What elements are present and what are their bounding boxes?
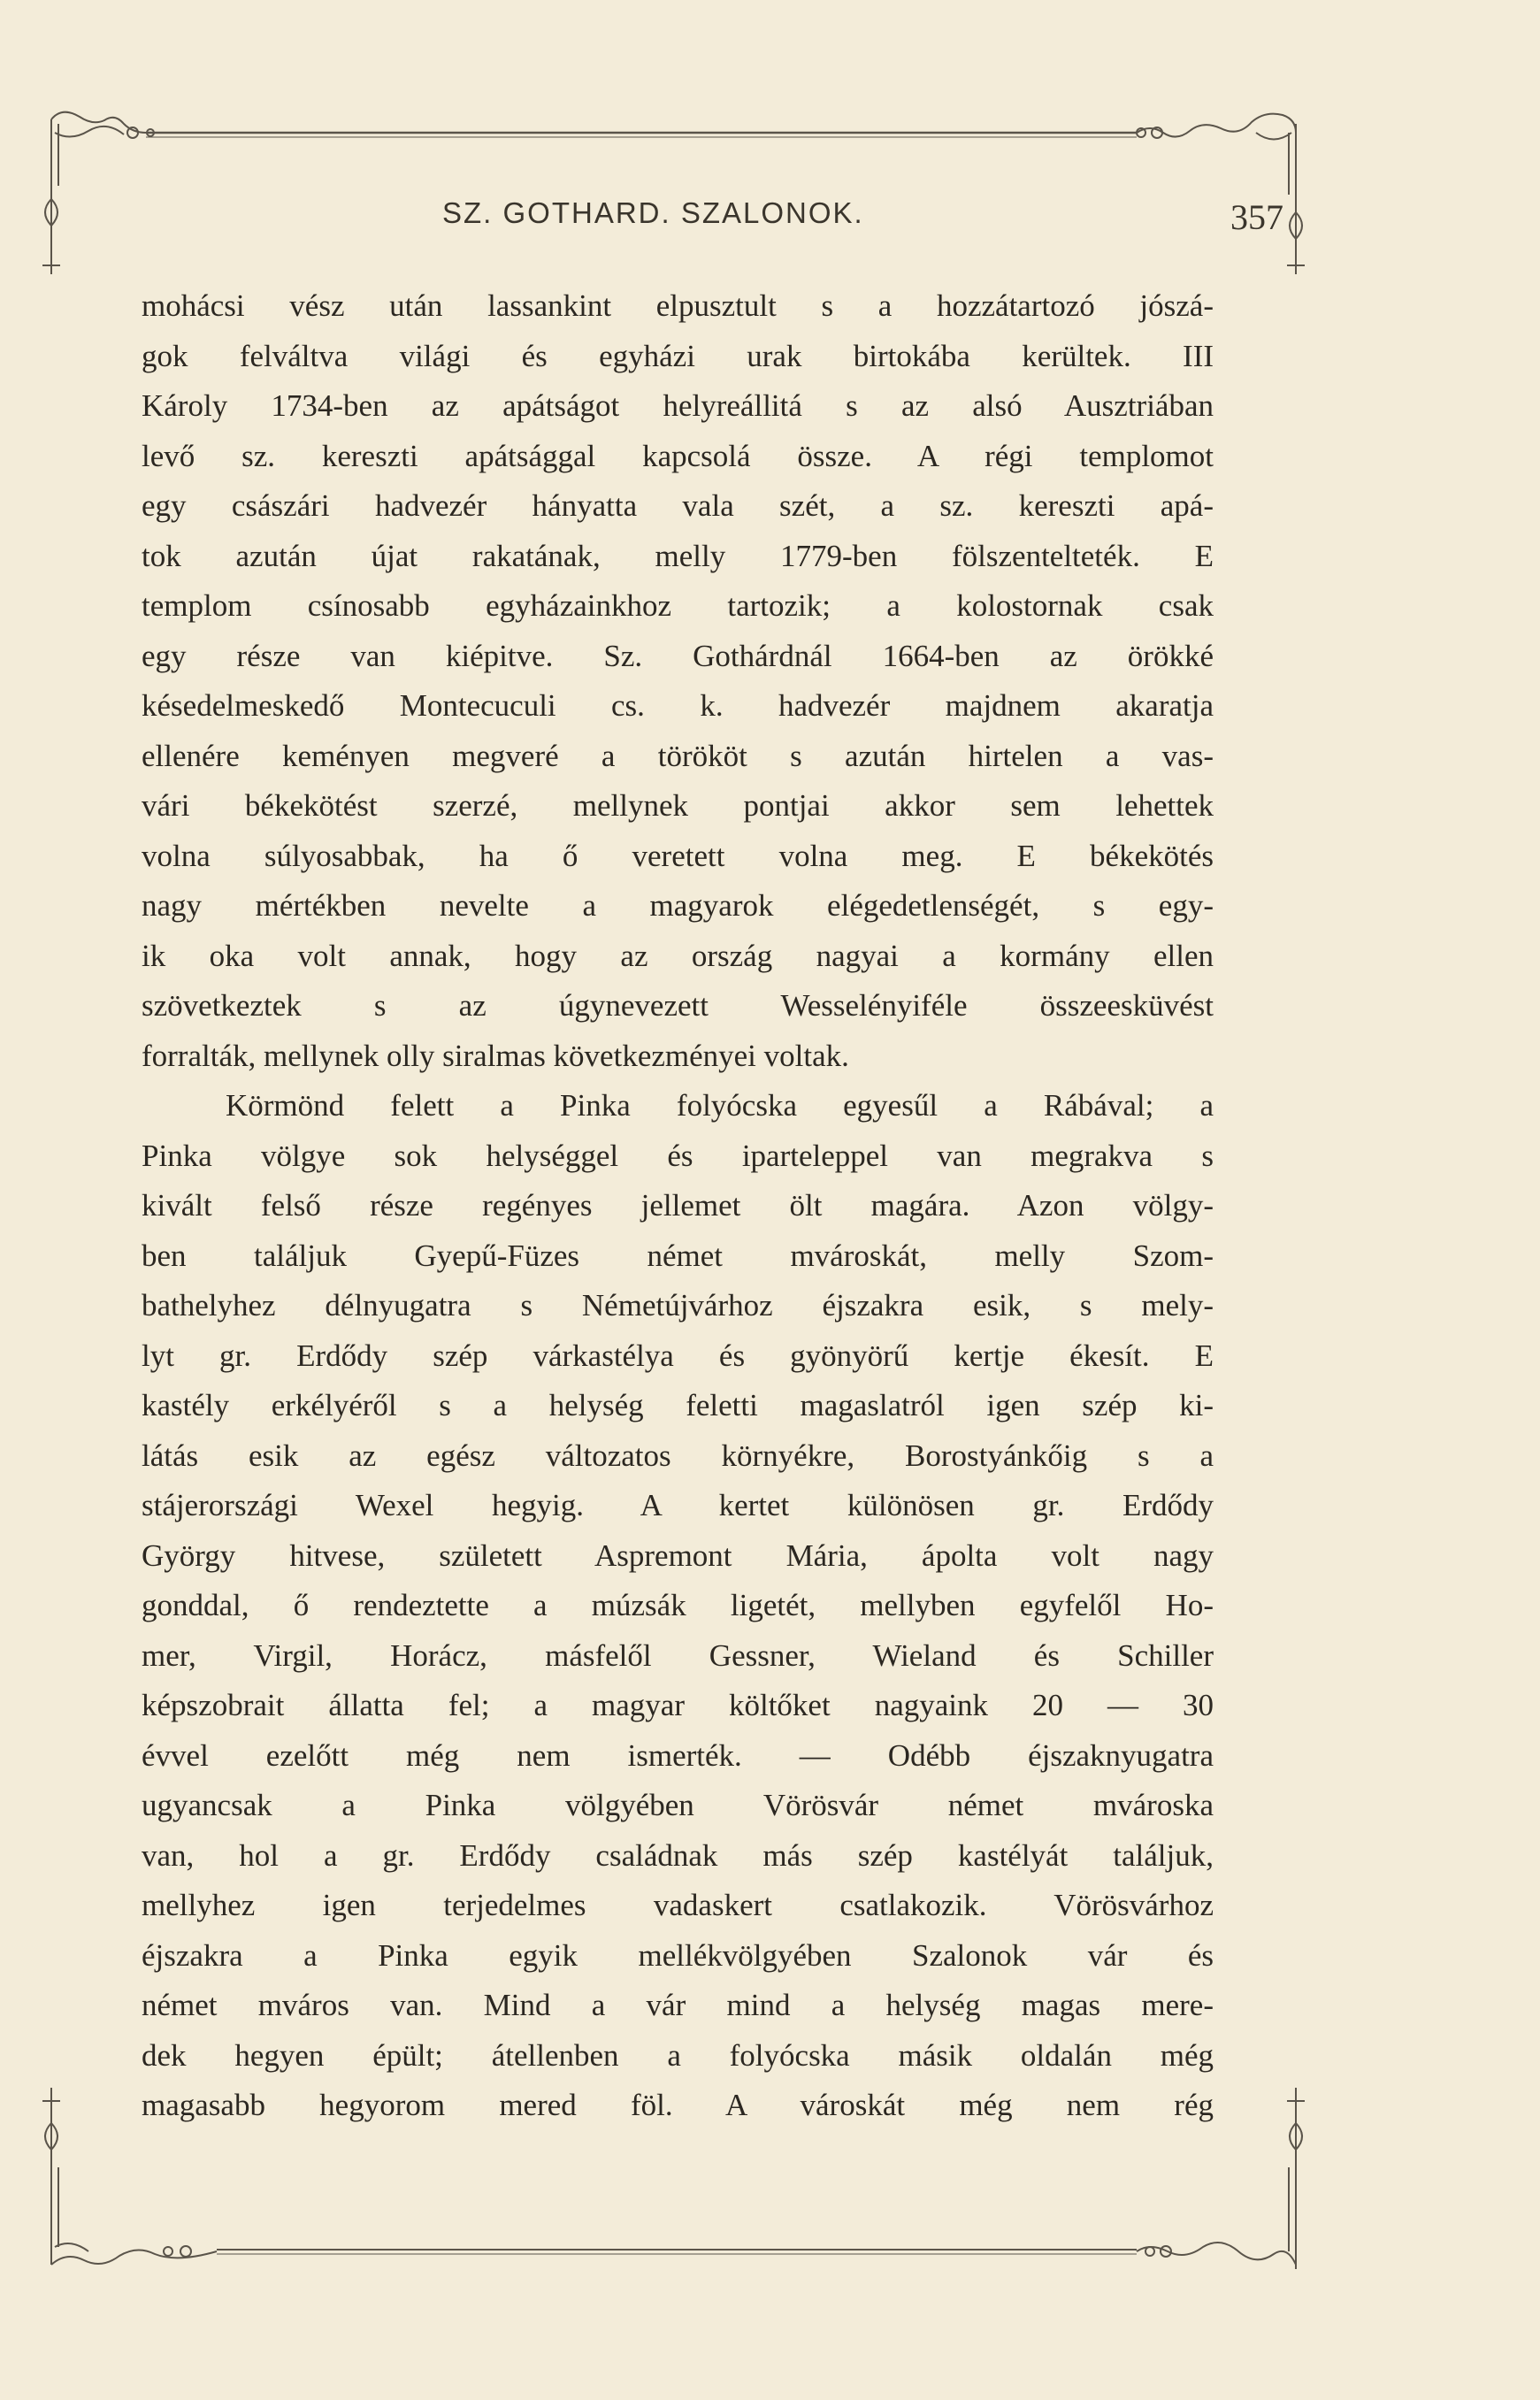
page-number: 357 [1230,197,1283,237]
text-line: látás esik az egész változatos környékre, Borostyánkőig s a [142,1438,1214,1473]
text-line: Pinka völgye sok helységgel és ipartelеppel van megrakva s [142,1138,1214,1173]
text-line: mer, Virgil, Horácz, másfelől Gessner, Wieland és Schiller [142,1637,1214,1673]
text-line: kastély erkélyéről s a helység feletti magaslatról igen szép ki- [142,1388,1214,1422]
text-line: tok azután újat rakatának, melly 1779-ben fölszentelteték. E [142,538,1214,573]
text-line: késedelmeskedő Montecuculi cs. k. hadvezér majdnem akaratja [142,688,1214,723]
text-line: mellyhez igen terjedelmes vadaskert csatlakozik. Vörösvárhoz [142,1888,1214,1922]
text-line: Körmönd felett a Pinka folyócska egyesűl a Rábával; a [226,1088,1214,1123]
text-line: kivált felső része regényes jellemet ölt magára. Azon völgy- [142,1188,1214,1223]
text-line: levő sz. kereszti apátsággal kapcsolá össze. A régi templomot [142,438,1214,473]
text-line: gok felváltva világi és egyházi urak birtokába kerültek. III [142,338,1214,373]
body-text [142,281,1214,2131]
text-line: éjszakra a Pinka egyik mellékvölgyében Szalonok vár és [142,1937,1214,1973]
top-border-ornament [42,112,1305,274]
text-line: ellenére keményen megveré a törököt s azután hirtelen a vas- [142,738,1214,773]
text-line: egy része van kiépitve. Sz. Gothárdnál 1664-ben az örökké [142,638,1214,673]
page-header [142,196,1283,249]
text-line: ik oka volt annak, hogy az ország nagyai a kormány ellen [142,938,1214,973]
text-line: szövetkeztek s az úgynevezett Wesselényiféle összeesküvést [142,988,1214,1023]
text-line: mohácsi vész után lassankint elpusztult s a hozzátartozó jószá- [142,288,1214,323]
text-line: lyt gr. Erdődy szép várkastélya és gyönyörű kertje ékesít. E [142,1338,1214,1373]
text-line: egy császári hadvezér hányatta vala szét, a sz. kereszti apá- [142,488,1214,523]
top-right-flourish-icon [1137,114,1305,274]
text-line: magasabb hegyorom mered föl. A városkát még nem rég [142,2088,1214,2122]
text-line: képszobrait állatta fel; a magyar költőket nagyaink 20 — 30 [142,1688,1214,1722]
text-line: német mváros van. Mind a vár mind a helység magas mere- [142,1988,1214,2022]
text-line: volna súlyosabbak, ha ő veretett volna meg. E békekötés [142,838,1214,873]
text-line: nagy mértékben nevelte a magyarok elégedetlenségét, s egy- [142,888,1214,923]
text-line: Károly 1734-ben az apátságot helyreállitá s az alsó Ausztriában [142,388,1214,423]
text-line: forralták, mellynek olly siralmas következményei voltak. [142,1038,849,1073]
text-line: György hitvese, született Aspremont Mária, ápolta volt nagy [142,1537,1214,1573]
text-line: stájerországi Wexel hegyig. A kertet különösen gr. Erdődy [142,1488,1214,1522]
top-left-flourish-icon [42,112,154,274]
text-line: dek hegyen épült; átellenben a folyócska másik oldalán még [142,2037,1214,2073]
text-line: van, hol a gr. Erdődy családnak más szép kastélyát találjuk, [142,1837,1214,1873]
text-line: templom csínosabb egyházainkhoz tartozik; a kolostornak csak [142,588,1214,623]
text-line: évvel ezelőtt még nem ismerték. — Odébb éjszaknyugatra [142,1737,1214,1773]
text-line: ben találjuk Gyepű-Füzes német mvároskát, melly Szom- [142,1238,1214,1273]
running-title: SZ. GOTHARD. SZALONOK. [442,196,864,229]
text-line: vári békekötést szerzé, mellynek pontjai akkor sem lehettek [142,788,1214,823]
text-line: bathelyhez délnyugatra s Németújvárhoz éjszakra esik, s mely- [142,1288,1214,1323]
text-line: ugyancsak a Pinka völgyében Vörösvár német mvároska [142,1788,1214,1822]
text-line: gonddal, ő rendeztette a múzsák ligetét, mellyben egyfelől Ho- [142,1588,1214,1622]
